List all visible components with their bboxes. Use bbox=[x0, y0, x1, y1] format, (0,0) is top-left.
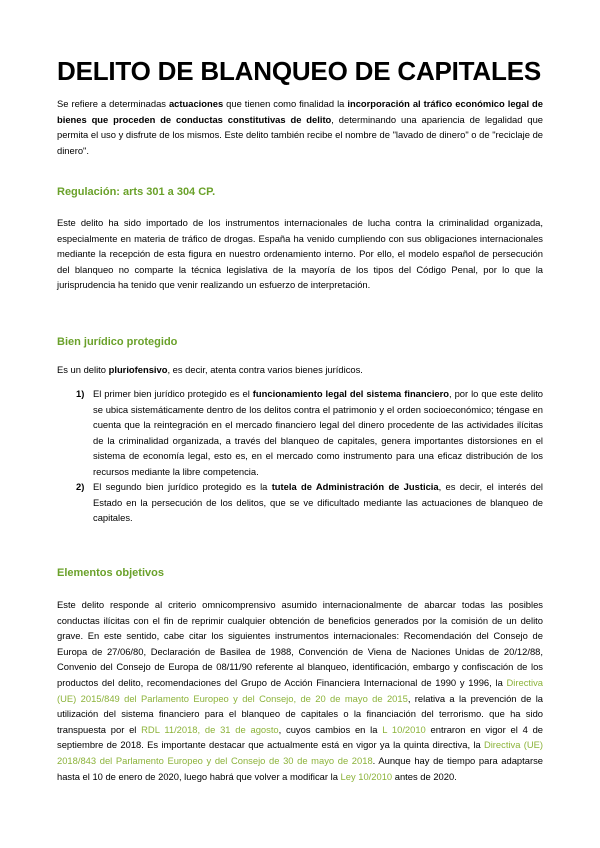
elementos-text-6: antes de 2020. bbox=[392, 770, 457, 782]
intro-text-1: Se refiere a determinadas bbox=[57, 98, 169, 109]
intro-paragraph bbox=[57, 96, 543, 158]
elementos-text-2: , relativa a la prevención de la utilización del sistema financiero para el blanqueo de capitales o la financiación del terrorismo. que ha sido transpuesta por el bbox=[57, 692, 543, 735]
elementos-text-5: . Aunque hay de tiempo para adaptarse hasta el 10 de enero de 2020, luego habrá que volver a modificar la bbox=[57, 754, 543, 782]
elementos-paragraph bbox=[57, 597, 543, 784]
list-item-number-1: 1) bbox=[76, 388, 85, 399]
directiva-2018-link[interactable]: Directiva (UE) 2018/843 del Parlamento Europeo y del Consejo de 30 de mayo de 2018 bbox=[57, 739, 543, 766]
elementos-text-4: entraron en vigor el 4 de septiembre de 2018. Es importante destacar que actualmente está en vigor ya la quinta directiva, la bbox=[57, 723, 544, 751]
rdl-2018-link[interactable]: RDL 11/2018, de 31 de agosto bbox=[141, 723, 279, 735]
intro-text-3: , determinando una apariencia de legalidad que permita el uso y disfrute de los mismos. Este delito también recibe el nombre de "lavado de dinero" o de "reciclaje de dinero". bbox=[57, 113, 543, 156]
list-item-1 bbox=[93, 386, 543, 480]
list-item-number-2: 2) bbox=[76, 481, 85, 492]
list-item-1-bold: funcionamiento legal del sistema financiero bbox=[252, 388, 450, 399]
regulacion-heading: Regulación: arts 301 a 304 CP. bbox=[57, 186, 216, 198]
intro-bold-1: actuaciones bbox=[168, 98, 224, 109]
list-item-2-text-2: , es decir, el interés del Estado en la persecución de los delitos, que se ve dificultado mediante las actuaciones de blanqueo de capitales. bbox=[93, 481, 543, 524]
elementos-text-1: Este delito responde al criterio omnicomprensivo asumido internacionalmente de abarcar todas las posibles conductas ilícitas con el fin de reprimir cualquier obtención de beneficios generados por la comisión de un delito grave. En este sentido, cabe citar los siguientes instrumentos internacionales: Recomendación del Consejo de Europa de 27/06/80, Declaración de Basilea de 1988, Convención de Viena de Naciones Unidas de 20/12/88, Convenio del Consejo de Europa de 08/11/90 referente al blanqueo, identificación, embargo y confiscación de los productos del delito, recomendaciones del Grupo de Acción Financiera Internacional de 1990 y 1996, la bbox=[57, 599, 543, 688]
bien-juridico-heading: Bien jurídico protegido bbox=[57, 336, 178, 348]
page-title: DELITO DE BLANQUEO DE CAPITALES bbox=[57, 56, 541, 86]
list-item-2-text-1: El segundo bien jurídico protegido es la bbox=[93, 481, 272, 492]
elementos-heading: Elementos objetivos bbox=[57, 567, 164, 579]
bien-juridico-intro-text-1: Es un delito bbox=[57, 364, 109, 375]
directiva-2015-link[interactable]: Directiva (UE) 2015/849 del Parlamento Europeo y del Consejo, de 20 de mayo de 2015 bbox=[57, 676, 543, 704]
bien-juridico-intro-text-2: , es decir, atenta contra varios bienes jurídicos. bbox=[167, 364, 363, 375]
regulacion-paragraph: Este delito ha sido importado de los instrumentos internacionales de lucha contra la criminalidad organizada, especialmente en materia de tráfico de drogas. España ha venido cumpliendo con sus obligaciones internacionales mediante la recepción de esta figura en nuestro ordenamiento interno. Por ello, el modelo español de persecución del blanqueo no comparte la técnica legislativa de la mayoría de los tipos del Código Penal, por lo que la jurisprudencia ha tenido que venir realizando un esfuerzo de interpretación. bbox=[57, 217, 543, 291]
bien-juridico-intro bbox=[57, 362, 543, 378]
bien-juridico-intro-bold: pluriofensivo bbox=[108, 364, 168, 375]
intro-bold-2: incorporación al tráfico económico legal de bienes que proceden de conductas constitutivas de delito bbox=[57, 98, 544, 125]
ley-10-2010-link-2[interactable]: Ley 10/2010 bbox=[340, 770, 393, 782]
list-item-1-text-2: , por lo que este delito se ubica sistemáticamente dentro de los delitos contra el patrimonio y el orden socioeconómico; téngase en cuenta que la reintegración en el mercado financiero legal del dinero procedente de las actividades ilícitas de la criminalidad organizada, a través del blanqueo de capitales, genera importantes distorsiones en el sistema de economía legal, esto es, en el mercado como instrumento para una eficaz distribución de los recursos mediante la libre competencia. bbox=[93, 388, 544, 477]
list-item-2 bbox=[93, 479, 543, 526]
ley-10-2010-link[interactable]: L 10/2010 bbox=[382, 723, 426, 735]
list-item-2-bold: tutela de Administración de Justicia bbox=[271, 481, 439, 492]
elementos-text-3: , cuyos cambios en la bbox=[278, 723, 383, 735]
intro-text-2: que tienen como finalidad la bbox=[223, 98, 348, 109]
list-item-1-text-1: El primer bien jurídico protegido es el bbox=[93, 388, 253, 399]
